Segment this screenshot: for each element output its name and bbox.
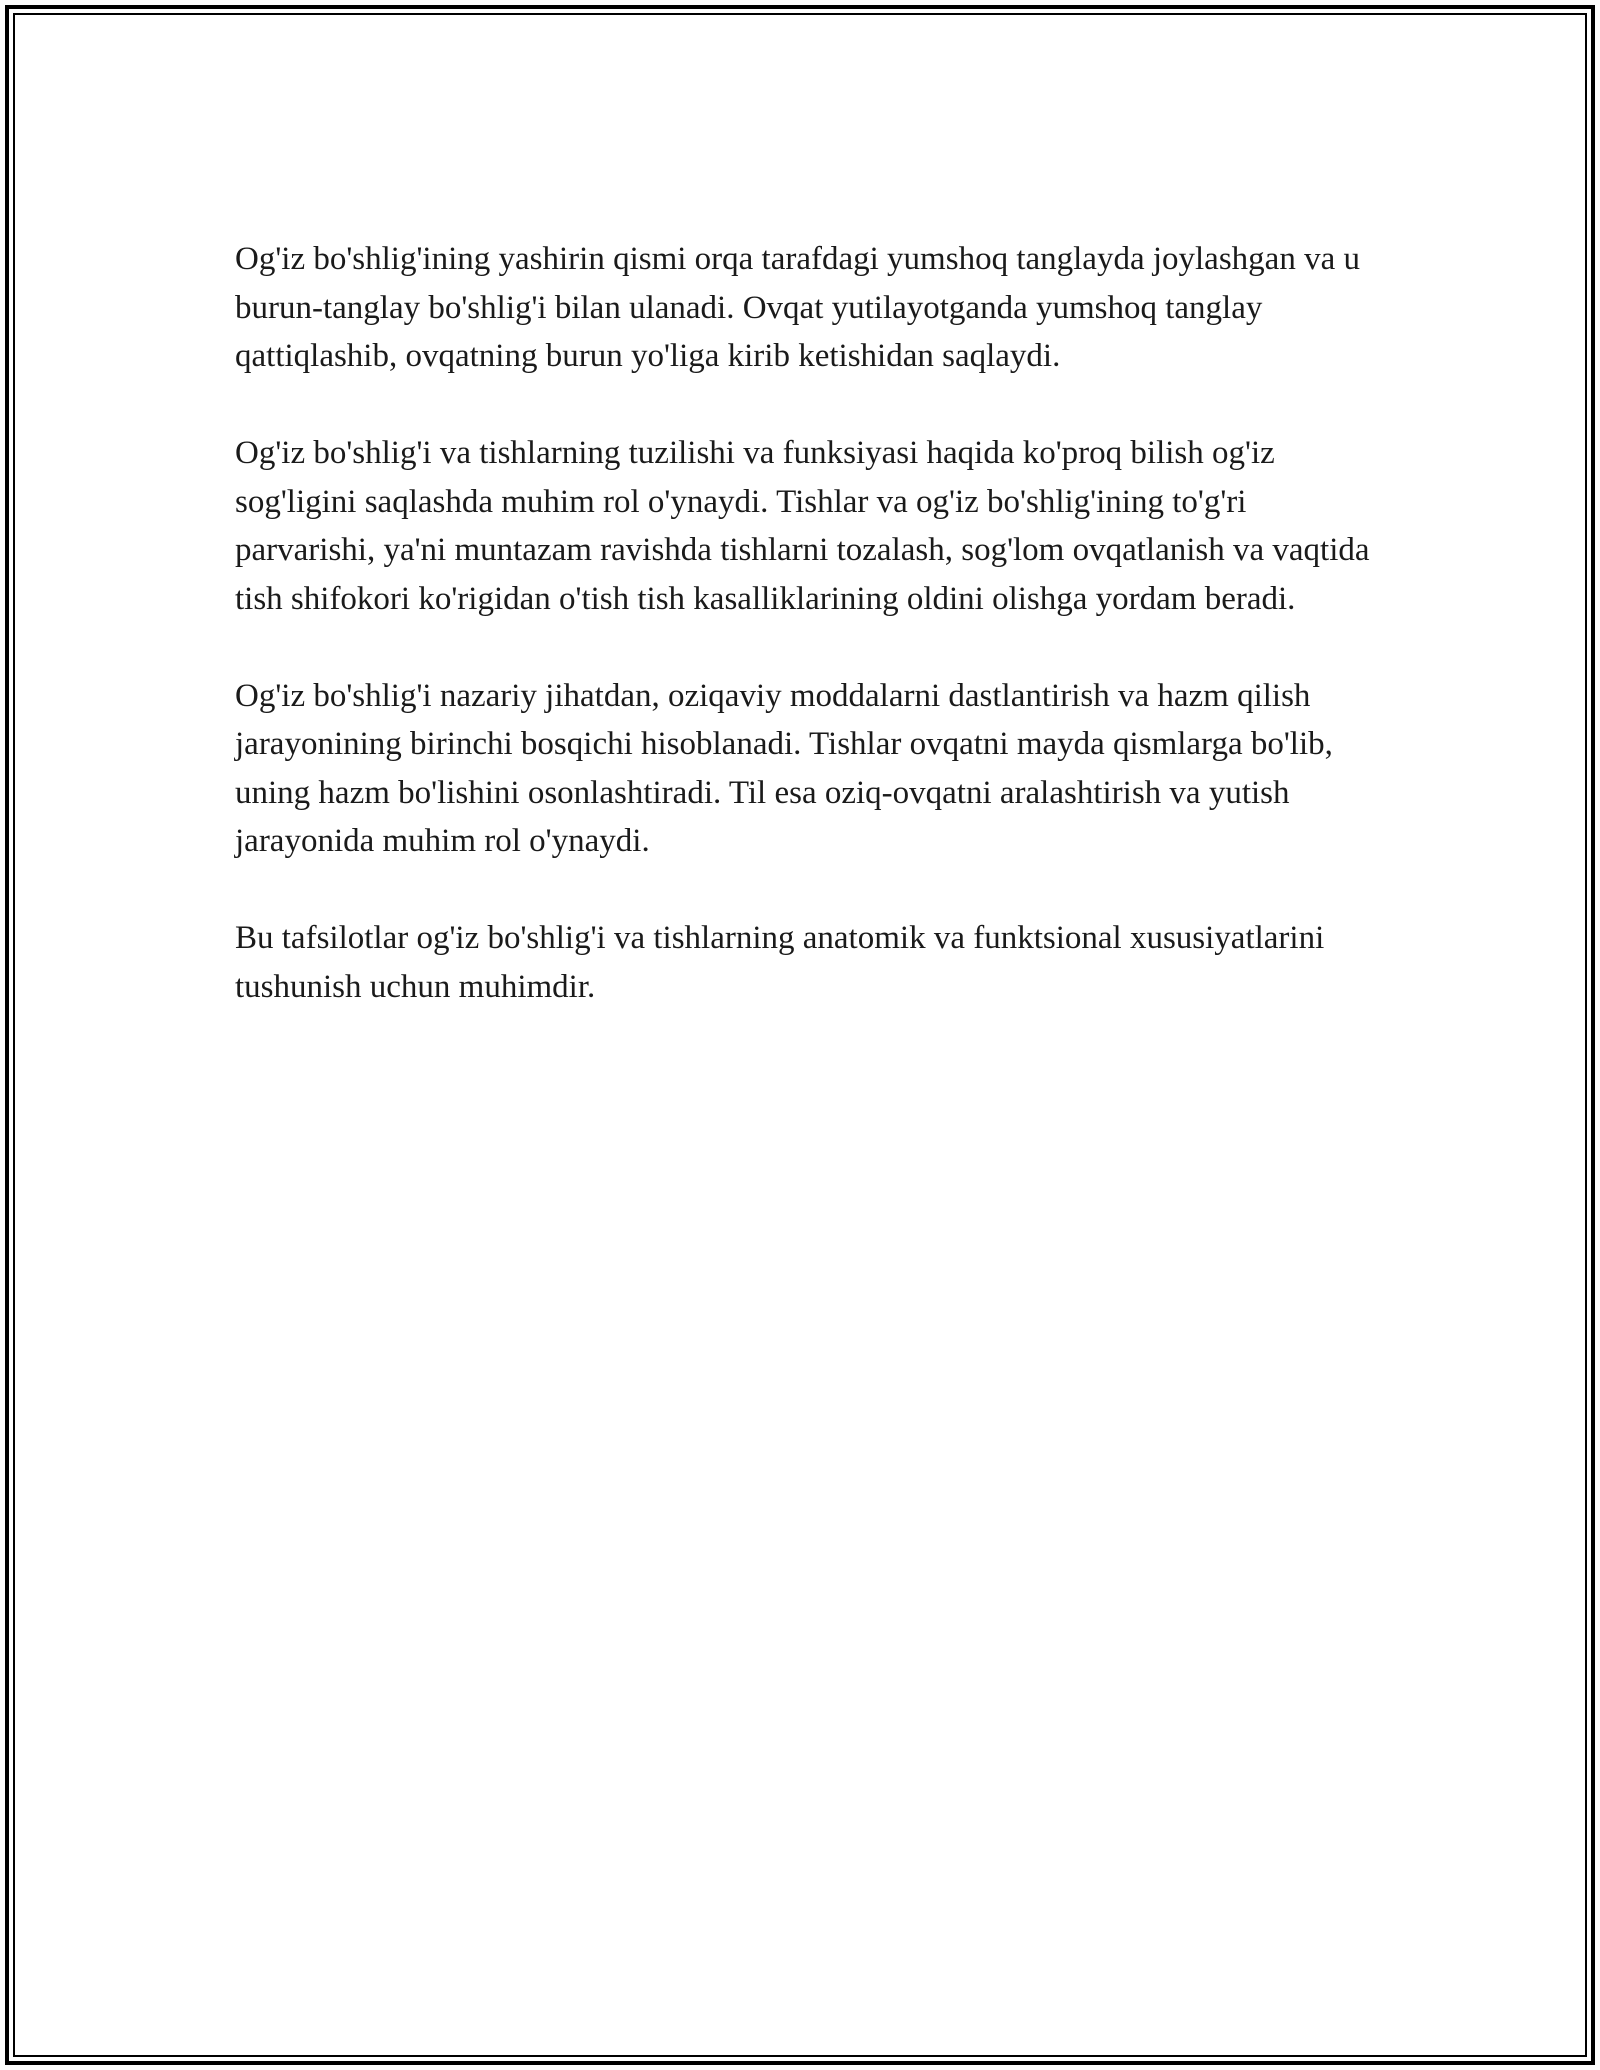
paragraph-1: Og'iz bo'shlig'ining yashirin qismi orqa tarafdagi yumshoq tanglayda joylashgan va u burun-tanglay bo'shlig'i bilan ulanadi. Ovqat yutilayotganda yumshoq tanglay qattiqlashib, ovqatning burun yo'liga kirib ketishidan saqlaydi.	[235, 241, 1360, 374]
paragraph-2: Og'iz bo'shlig'i va tishlarning tuzilishi va funksiyasi haqida ko'proq bilish og'iz sog'ligini saqlashda muhim rol o'ynaydi. Tishlar va og'iz bo'shlig'ining to'g'ri parvarishi, ya'ni muntazam ravishda tishlarni tozalash, sog'lom ovqatlanish va vaqtida tish shifokori ko'rigidan o'tish tish kasalliklarining oldini olishga yordam beradi.	[235, 435, 1370, 617]
paragraph-4: Bu tafsilotlar og'iz bo'shlig'i va tishlarning anatomik va funktsional xususiyatlarini tushunish uchun muhimdir.	[235, 920, 1325, 1005]
document-body	[235, 235, 1375, 1060]
paragraph-3: Og'iz bo'shlig'i nazariy jihatdan, oziqaviy moddalarni dastlantirish va hazm qilish jarayonining birinchi bosqichi hisoblanadi. Tishlar ovqatni mayda qismlarga bo'lib, uning hazm bo'lishini osonlashtiradi. Til esa oziq-ovqatni aralashtirish va yutish jarayonida muhim rol o'ynaydi.	[235, 677, 1333, 859]
